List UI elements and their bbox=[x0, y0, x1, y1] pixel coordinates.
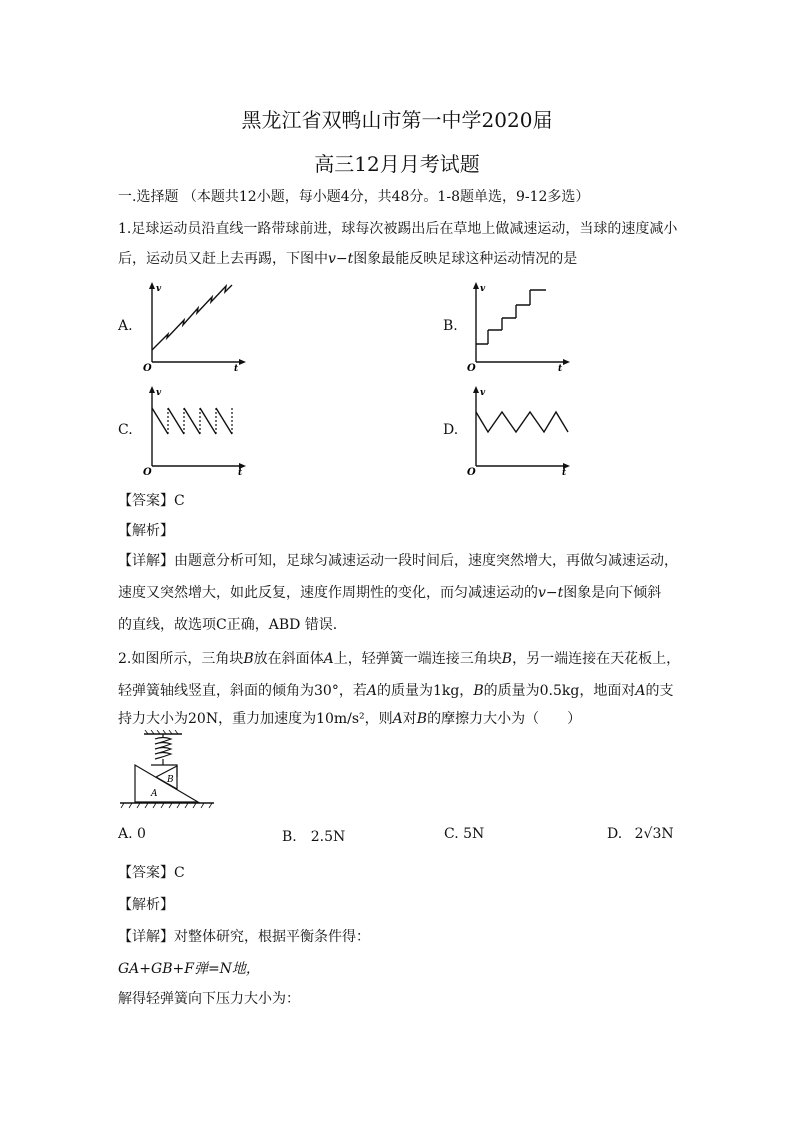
graph-b-arrow-v bbox=[473, 282, 479, 289]
q2-detail-line-1: 【详解】对整体研究，根据平衡条件得： bbox=[118, 929, 370, 945]
graph-b-v-label: v bbox=[480, 284, 486, 294]
vt-symbol-2: v−t bbox=[538, 585, 564, 601]
graph-c-v-label: v bbox=[156, 388, 162, 398]
q2-option-d-value: 2√3N bbox=[634, 826, 674, 842]
graph-c-arrow-v bbox=[149, 386, 155, 393]
ground-hatch bbox=[121, 803, 212, 808]
q2-A3: A bbox=[635, 683, 646, 699]
q2-B2: B bbox=[501, 651, 513, 667]
q1-text-2b: 图象最能反映足球这种运动情况的是 bbox=[353, 251, 578, 267]
graph-a-t-label: t bbox=[234, 364, 239, 372]
graph-d-v-label: v bbox=[480, 388, 486, 398]
q1-answer: 【答案】C bbox=[118, 493, 185, 509]
q2-B3: B bbox=[473, 683, 484, 699]
q1-text-line-2 bbox=[118, 248, 577, 268]
graph-b bbox=[464, 280, 574, 372]
graph-b-t-label: t bbox=[558, 364, 563, 372]
q2-option-b: B. 2.5N bbox=[282, 829, 346, 845]
graph-a-v-label: v bbox=[156, 284, 162, 294]
graph-c bbox=[140, 384, 250, 476]
label-a: A bbox=[151, 789, 158, 799]
title-line-1: 黑龙江省双鸭山市第一中学2020届 bbox=[241, 108, 553, 132]
q2-text-line-3 bbox=[118, 708, 581, 728]
q2-l1b: 放在斜面体 bbox=[253, 651, 324, 667]
q2-A2: A bbox=[366, 683, 377, 699]
q2-B4: B bbox=[416, 711, 428, 727]
vt-symbol: v−t bbox=[328, 251, 354, 267]
q2-l3b: 对 bbox=[402, 711, 417, 727]
q1-text-line-1: 1.足球运动员沿直线一路带球前进，球每次被踢出后在草地上做减速运动，当球的速度减小 bbox=[118, 221, 678, 237]
q2-text-line-2 bbox=[118, 680, 673, 700]
graph-d-t-label: t bbox=[562, 468, 567, 476]
q2-l3c: 的摩擦力大小为（ ） bbox=[427, 711, 582, 727]
q2-A: A bbox=[323, 651, 334, 667]
q1-detail-line-3: 的直线，故选项C正确，ABD 错误. bbox=[118, 617, 338, 633]
q2-option-d bbox=[607, 826, 674, 842]
graph-c-jumps bbox=[168, 408, 232, 434]
q1-detail-line-1: 【详解】由题意分析可知，足球匀减速运动一段时间后，速度突然增大，再做匀减速运动， bbox=[118, 553, 678, 569]
q2-B: B bbox=[243, 651, 254, 667]
graph-a bbox=[140, 280, 250, 372]
q2-analysis-heading: 【解析】 bbox=[118, 897, 174, 913]
q2-equation: GA+GB+F弹=N地， bbox=[118, 961, 260, 977]
q2-l2b: 的质量为1kg， bbox=[376, 683, 474, 699]
label-b: B bbox=[167, 775, 174, 785]
graph-b-o-label: O bbox=[467, 363, 476, 372]
graph-d-arrow-v bbox=[473, 386, 479, 393]
q1-detail-line-2 bbox=[118, 582, 661, 602]
graph-c-t-label: t bbox=[238, 468, 243, 476]
graph-c-decreasing-lines bbox=[152, 408, 232, 434]
section-heading: 一.选择题 （本题共12小题，每小题4分，共48分。1-8题单选，9-12多选） bbox=[118, 189, 590, 205]
q1-option-b-label: B. bbox=[443, 318, 458, 334]
graph-b-arrow-t bbox=[563, 359, 570, 365]
q1-detail-2a: 速度又突然增大，如此反复，速度作周期性的变化，而匀减速运动的 bbox=[118, 585, 538, 601]
q2-l2d: 的支 bbox=[645, 683, 674, 699]
q1-option-c-label: C. bbox=[118, 422, 133, 438]
q2-l1c: 上，轻弹簧一端连接三角块 bbox=[333, 651, 502, 667]
q1-text-2a: 后，运动员又赶上去再踢，下图中 bbox=[118, 251, 328, 267]
graph-d bbox=[464, 384, 574, 476]
q1-option-a-label: A. bbox=[118, 318, 133, 334]
q2-detail-line-2: 解得轻弹簧向下压力大小为： bbox=[118, 991, 300, 1007]
graph-b-steps bbox=[476, 290, 546, 344]
graph-d-zigzag bbox=[476, 412, 568, 432]
q2-l1a: 2.如图所示，三角块 bbox=[118, 651, 244, 667]
q2-l2c: 的质量为0.5kg，地面对 bbox=[483, 683, 636, 699]
q2-option-d-label: D. bbox=[607, 826, 623, 842]
graph-c-o-label: O bbox=[143, 467, 152, 476]
q1-detail-2b: 图象是向下倾斜 bbox=[563, 585, 662, 601]
q1-option-d-label: D. bbox=[443, 422, 459, 438]
spring bbox=[155, 734, 171, 765]
q2-l1d: ，另一端连接在天花板上， bbox=[512, 651, 681, 667]
q2-l3a: 持力大小为20N，重力加速度为10m/s²，则 bbox=[118, 711, 393, 727]
title-line-2: 高三12月月考试题 bbox=[314, 152, 480, 176]
graph-d-o-label: O bbox=[467, 467, 476, 476]
graph-a-arrow-t bbox=[239, 359, 246, 365]
graph-a-o-label: O bbox=[143, 363, 152, 372]
q2-option-c: C. 5N bbox=[444, 826, 485, 842]
q2-A4: A bbox=[392, 711, 403, 727]
q2-text-line-1 bbox=[118, 648, 680, 668]
q2-figure bbox=[118, 730, 218, 812]
q2-answer: 【答案】C bbox=[118, 865, 185, 881]
q1-analysis-heading: 【解析】 bbox=[118, 523, 174, 539]
graph-a-arrow-v bbox=[149, 282, 155, 289]
graph-a-curve bbox=[152, 285, 232, 350]
q2-option-a: A. 0 bbox=[118, 826, 146, 842]
q2-l2a: 轻弹簧轴线竖直，斜面的倾角为30°，若 bbox=[118, 683, 367, 699]
